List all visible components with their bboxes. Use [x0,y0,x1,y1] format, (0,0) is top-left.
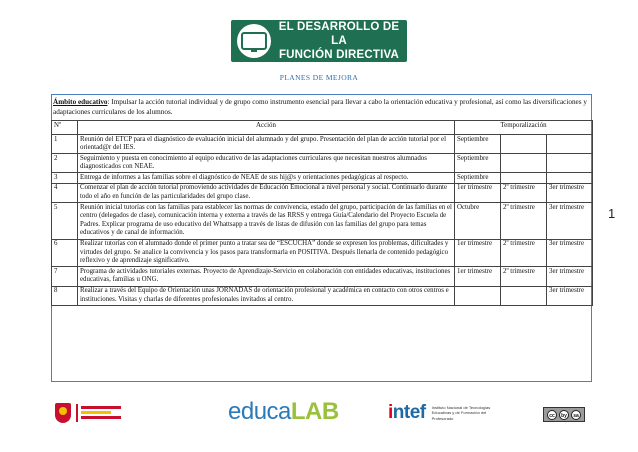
table-row [52,135,593,154]
by-icon: by [559,410,569,420]
row-num: 6 [52,239,78,267]
row-timing-2: 2º trimestre [501,267,547,286]
row-num: 1 [52,135,78,154]
title-banner [231,20,407,62]
row-action: Seguimiento y puesta en conocimiento al equipo educativo de las adaptaciones curriculares que necesitan nuestros alumnados diagnosticados con NEAE. [78,154,455,173]
row-timing-2 [501,286,547,305]
table-row [52,203,593,239]
table-row [52,267,593,286]
row-num: 2 [52,154,78,173]
row-timing-3: 3er trimestre [547,286,593,305]
table-body [52,135,593,306]
row-timing-1: 1er trimestre [455,267,501,286]
banner-title [271,20,407,62]
row-timing-1: Septiembre [455,154,501,173]
table-row [52,183,593,202]
row-timing-2: 2º trimestre [501,203,547,239]
banner-line-1: EL DESARROLLO DE LA [278,21,400,47]
header-timing: Temporalización [455,121,593,135]
row-timing-1: 1er trimestre [455,239,501,267]
table-row [52,154,593,173]
intef-wordmark: intef [388,402,426,423]
sa-icon: sa [571,410,581,420]
row-timing-2 [501,135,547,154]
row-timing-2 [501,173,547,184]
row-timing-1 [455,286,501,305]
row-timing-3 [547,154,593,173]
row-num: 5 [52,203,78,239]
row-timing-2 [501,154,547,173]
row-num: 3 [52,173,78,184]
row-timing-1: 1er trimestre [455,183,501,202]
coat-of-arms-icon [55,403,71,423]
educalab-logo [228,398,339,424]
table-row [52,239,593,267]
row-action: Comenzar el plan de acción tutorial promoviendo actividades de Educación Emocional a nivel personal y social. Continuarlo durante todo el año en función de las particularidades del grupo clase. [78,183,455,202]
row-timing-3: 3er trimestre [547,267,593,286]
row-timing-2: 2º trimestre [501,239,547,267]
plan-table [51,120,593,306]
intef-description: Instituto Nacional de Tecnologías Educativas y de Formación del Profesorado [431,405,491,421]
ministry-bars-icon [76,404,130,422]
row-num: 4 [52,183,78,202]
row-action: Realizar tutorías con el alumnado donde el primer punto a tratar sea de “ESCUCHA” donde se expresen los problemas, dificultades y virtudes del grupo. Se analice la convivencia y los pasos para transformarla en POSITIVA. Después llenarla de contenido pedagógico reflexivo y de aprendizaje significativo. [78,239,455,267]
page-title: PLANES DE MEJORA [279,73,359,82]
row-timing-2: 2º trimestre [501,183,547,202]
ambit-text: : Impulsar la acción tutorial individual y de grupo como instrumento esencial para llevar a cabo la orientación educativa y profesional, así como las diversificaciones y adaptaciones curriculares de los alumnos. [53,98,587,116]
row-timing-1: Septiembre [455,135,501,154]
table-header-row [52,121,593,135]
banner-line-2: FUNCIÓN DIRECTIVA [278,49,400,61]
row-timing-3 [547,135,593,154]
row-timing-1: Septiembre [455,173,501,184]
presentation-icon [237,24,271,58]
creative-commons-badge [543,407,585,422]
row-action: Entrega de informes a las familias sobre el diagnóstico de NEAE de sus hij@s y orientaciones pedagógicas al respecto. [78,173,455,184]
row-action: Programa de actividades tutoriales externas. Proyecto de Aprendizaje-Servicio en colaboración con entidades educativas, instituciones educativas, familias u ONG. [78,267,455,286]
educalab-part-2: LAB [290,398,339,425]
ambit-label: Ámbito educativo [53,98,108,106]
row-timing-3: 3er trimestre [547,183,593,202]
row-timing-3: 3er trimestre [547,203,593,239]
header-num: Nº [52,121,78,135]
ambit-description [53,97,589,117]
intef-logo [388,402,498,424]
page-number: 1 [608,206,616,221]
row-timing-3: 3er trimestre [547,239,593,267]
row-action: Reunión del ETCP para el diagnóstico de evaluación inicial del alumnado y del grupo. Presentación del plan de acción tutorial por el orientad@r del IES. [78,135,455,154]
table-row [52,173,593,184]
table-row [52,286,593,305]
row-num: 7 [52,267,78,286]
header-action: Acción [78,121,455,135]
cc-icon: cc [547,410,557,420]
educalab-part-1: educa [228,398,291,425]
ministry-logo [55,402,130,424]
row-timing-1: Octubre [455,203,501,239]
row-num: 8 [52,286,78,305]
row-timing-3 [547,173,593,184]
row-action: Reunión inicial tutorías con las familias para establecer las normas de convivencia, estado del grupo, participación de las familias en el centro (delegados de clase), comunicación interna y externa a través de las RRSS y entrega Guía/Calendario del Proyecto Escuela de Padres. Explicar programa de uso educativo del Whattsapp a través de listas de difusión con las familias del grupo para temas educativos y de canal de información. [78,203,455,239]
row-action: Realizar a través del Equipo de Orientación unas JORNADAS de orientación profesional y académica en contacto con otros centros e instituciones. Visitas y charlas de diferentes profesionales invitados al centro. [78,286,455,305]
